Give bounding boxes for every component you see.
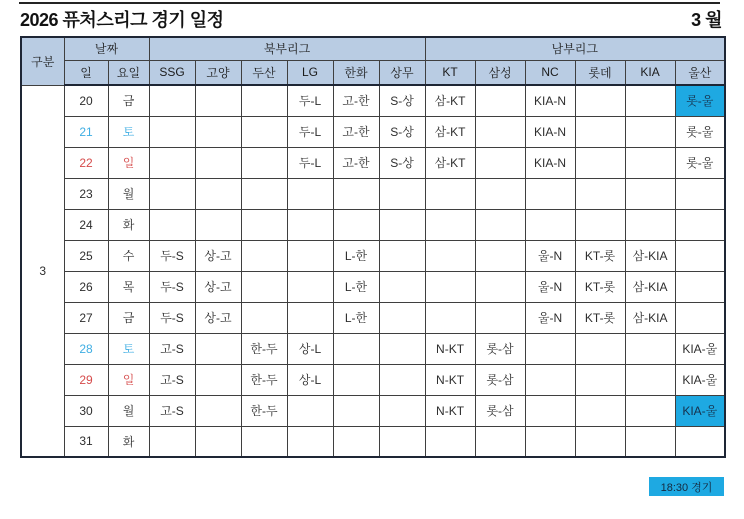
game-cell: 삼-KIA: [625, 240, 675, 271]
empty-game-cell: [575, 209, 625, 240]
empty-game-cell: [575, 178, 625, 209]
empty-game-cell: [625, 426, 675, 457]
game-cell: KIA-N: [525, 85, 575, 116]
column-header-row: [21, 60, 725, 85]
empty-game-cell: [379, 395, 425, 426]
empty-game-cell: [287, 271, 333, 302]
title-row: [0, 0, 744, 32]
empty-game-cell: [379, 302, 425, 333]
weekday-cell: 월: [108, 178, 149, 209]
column-header-goyang: 고양: [195, 60, 241, 85]
empty-game-cell: [149, 426, 195, 457]
empty-game-cell: [149, 147, 195, 178]
game-cell: KT-롯: [575, 271, 625, 302]
game-cell: 울-N: [525, 240, 575, 271]
weekday-cell: 목: [108, 271, 149, 302]
day-number-cell: 29: [64, 364, 108, 395]
empty-game-cell: [625, 209, 675, 240]
empty-game-cell: [195, 209, 241, 240]
empty-game-cell: [379, 333, 425, 364]
column-header-lg: LG: [287, 60, 333, 85]
game-cell: KT-롯: [575, 240, 625, 271]
day-number-cell: 27: [64, 302, 108, 333]
game-cell: 삼-KT: [425, 85, 475, 116]
empty-game-cell: [287, 302, 333, 333]
header-north-league: 북부리그: [149, 37, 425, 60]
table-row: [21, 116, 725, 147]
day-number-cell: 20: [64, 85, 108, 116]
empty-game-cell: [379, 271, 425, 302]
game-cell: 두-S: [149, 240, 195, 271]
empty-game-cell: [241, 116, 287, 147]
table-row: [21, 271, 725, 302]
column-header-samsung: 삼성: [475, 60, 525, 85]
empty-game-cell: [625, 116, 675, 147]
game-cell: KT-롯: [575, 302, 625, 333]
empty-game-cell: [287, 395, 333, 426]
empty-game-cell: [333, 364, 379, 395]
weekday-cell: 금: [108, 302, 149, 333]
empty-game-cell: [575, 426, 625, 457]
weekday-cell: 화: [108, 426, 149, 457]
month-group-cell: 3: [21, 85, 64, 457]
empty-game-cell: [379, 240, 425, 271]
empty-game-cell: [241, 240, 287, 271]
column-header-weekday: 요일: [108, 60, 149, 85]
month-label: 3 월: [691, 10, 722, 30]
day-number-cell: 28: [64, 333, 108, 364]
weekday-cell: 금: [108, 85, 149, 116]
empty-game-cell: [675, 240, 725, 271]
day-number-cell: 24: [64, 209, 108, 240]
empty-game-cell: [475, 147, 525, 178]
table-row: [21, 426, 725, 457]
empty-game-cell: [425, 426, 475, 457]
empty-game-cell: [425, 209, 475, 240]
game-cell: 고-한: [333, 116, 379, 147]
day-number-cell: 23: [64, 178, 108, 209]
weekday-cell: 토: [108, 116, 149, 147]
table-header: [21, 37, 725, 85]
game-cell: 롯-울: [675, 116, 725, 147]
game-cell: 롯-삼: [475, 395, 525, 426]
group-header-row: [21, 37, 725, 60]
page-title: 2026 퓨처스리그 경기 일정: [20, 10, 224, 30]
header-south-league: 남부리그: [425, 37, 725, 60]
game-cell: 한-두: [241, 333, 287, 364]
weekday-cell: 토: [108, 333, 149, 364]
weekday-cell: 화: [108, 209, 149, 240]
game-cell: 고-S: [149, 395, 195, 426]
column-header-kia: KIA: [625, 60, 675, 85]
table-row: [21, 209, 725, 240]
empty-game-cell: [575, 85, 625, 116]
empty-game-cell: [333, 209, 379, 240]
empty-game-cell: [195, 178, 241, 209]
empty-game-cell: [195, 333, 241, 364]
empty-game-cell: [195, 147, 241, 178]
empty-game-cell: [525, 178, 575, 209]
table-row: [21, 395, 725, 426]
empty-game-cell: [425, 240, 475, 271]
empty-game-cell: [625, 85, 675, 116]
game-cell: 상-고: [195, 240, 241, 271]
column-header-day: 일: [64, 60, 108, 85]
table-row: [21, 240, 725, 271]
game-cell: 고-S: [149, 333, 195, 364]
empty-game-cell: [625, 178, 675, 209]
game-cell: 한-두: [241, 395, 287, 426]
empty-game-cell: [333, 426, 379, 457]
game-cell: N-KT: [425, 364, 475, 395]
day-number-cell: 22: [64, 147, 108, 178]
empty-game-cell: [475, 178, 525, 209]
game-cell: S-상: [379, 85, 425, 116]
empty-game-cell: [149, 209, 195, 240]
empty-game-cell: [195, 85, 241, 116]
empty-game-cell: [675, 302, 725, 333]
empty-game-cell: [379, 209, 425, 240]
weekday-cell: 일: [108, 147, 149, 178]
empty-game-cell: [149, 116, 195, 147]
empty-game-cell: [475, 426, 525, 457]
day-number-cell: 25: [64, 240, 108, 271]
empty-game-cell: [525, 395, 575, 426]
empty-game-cell: [379, 364, 425, 395]
empty-game-cell: [241, 147, 287, 178]
game-cell: L-한: [333, 271, 379, 302]
empty-game-cell: [525, 426, 575, 457]
game-cell: 상-L: [287, 364, 333, 395]
empty-game-cell: [195, 426, 241, 457]
empty-game-cell: [575, 364, 625, 395]
table-row: [21, 85, 725, 116]
top-rule: [19, 2, 720, 4]
empty-game-cell: [625, 364, 675, 395]
empty-game-cell: [287, 240, 333, 271]
header-gubun: 구분: [21, 37, 64, 85]
empty-game-cell: [149, 85, 195, 116]
game-cell: KIA-N: [525, 147, 575, 178]
game-cell: 울-N: [525, 271, 575, 302]
game-cell: 고-한: [333, 85, 379, 116]
empty-game-cell: [425, 271, 475, 302]
empty-game-cell: [241, 209, 287, 240]
empty-game-cell: [675, 178, 725, 209]
empty-game-cell: [241, 302, 287, 333]
empty-game-cell: [241, 85, 287, 116]
game-cell: 롯-삼: [475, 333, 525, 364]
empty-game-cell: [149, 178, 195, 209]
column-header-ulsan: 울산: [675, 60, 725, 85]
game-cell: KIA-울: [675, 364, 725, 395]
game-cell: N-KT: [425, 333, 475, 364]
game-cell: 상-고: [195, 302, 241, 333]
table-row: [21, 178, 725, 209]
empty-game-cell: [525, 209, 575, 240]
empty-game-cell: [475, 116, 525, 147]
game-cell: 삼-KT: [425, 147, 475, 178]
column-header-nc: NC: [525, 60, 575, 85]
empty-game-cell: [241, 271, 287, 302]
empty-game-cell: [525, 333, 575, 364]
game-cell: L-한: [333, 240, 379, 271]
game-cell: 울-N: [525, 302, 575, 333]
game-cell: 두-S: [149, 302, 195, 333]
empty-game-cell: [625, 333, 675, 364]
game-cell: L-한: [333, 302, 379, 333]
column-header-lotte: 롯데: [575, 60, 625, 85]
game-cell: 삼-KIA: [625, 302, 675, 333]
empty-game-cell: [575, 116, 625, 147]
day-number-cell: 30: [64, 395, 108, 426]
empty-game-cell: [333, 178, 379, 209]
empty-game-cell: [425, 178, 475, 209]
game-cell: N-KT: [425, 395, 475, 426]
weekday-cell: 월: [108, 395, 149, 426]
day-number-cell: 21: [64, 116, 108, 147]
empty-game-cell: [241, 426, 287, 457]
empty-game-cell: [475, 85, 525, 116]
game-cell: 두-L: [287, 116, 333, 147]
empty-game-cell: [675, 271, 725, 302]
game-cell: KIA-울: [675, 333, 725, 364]
empty-game-cell: [575, 333, 625, 364]
empty-game-cell: [195, 364, 241, 395]
game-cell: 상-L: [287, 333, 333, 364]
empty-game-cell: [675, 209, 725, 240]
schedule-table: [20, 36, 726, 458]
game-cell: KIA-울: [675, 395, 725, 426]
game-cell: 롯-울: [675, 85, 725, 116]
empty-game-cell: [241, 178, 287, 209]
empty-game-cell: [379, 178, 425, 209]
game-cell: 상-고: [195, 271, 241, 302]
empty-game-cell: [575, 147, 625, 178]
table-row: [21, 302, 725, 333]
empty-game-cell: [379, 426, 425, 457]
table-row: [21, 364, 725, 395]
empty-game-cell: [195, 395, 241, 426]
table-row: [21, 333, 725, 364]
game-cell: 고-S: [149, 364, 195, 395]
column-header-doosan: 두산: [241, 60, 287, 85]
empty-game-cell: [287, 178, 333, 209]
game-cell: S-상: [379, 147, 425, 178]
game-cell: S-상: [379, 116, 425, 147]
game-cell: 두-S: [149, 271, 195, 302]
game-cell: 두-L: [287, 147, 333, 178]
empty-game-cell: [195, 116, 241, 147]
empty-game-cell: [425, 302, 475, 333]
empty-game-cell: [475, 240, 525, 271]
legend-badge: 18:30 경기: [649, 477, 724, 496]
column-header-sangmu: 상무: [379, 60, 425, 85]
weekday-cell: 일: [108, 364, 149, 395]
day-number-cell: 26: [64, 271, 108, 302]
empty-game-cell: [675, 426, 725, 457]
empty-game-cell: [333, 333, 379, 364]
empty-game-cell: [475, 302, 525, 333]
game-cell: 삼-KT: [425, 116, 475, 147]
weekday-cell: 수: [108, 240, 149, 271]
column-header-kt: KT: [425, 60, 475, 85]
game-cell: 고-한: [333, 147, 379, 178]
header-date: 날짜: [64, 37, 149, 60]
empty-game-cell: [475, 271, 525, 302]
game-cell: 롯-삼: [475, 364, 525, 395]
empty-game-cell: [525, 364, 575, 395]
empty-game-cell: [287, 426, 333, 457]
empty-game-cell: [625, 147, 675, 178]
game-cell: 롯-울: [675, 147, 725, 178]
game-cell: 한-두: [241, 364, 287, 395]
empty-game-cell: [575, 395, 625, 426]
empty-game-cell: [287, 209, 333, 240]
column-header-ssg: SSG: [149, 60, 195, 85]
game-cell: KIA-N: [525, 116, 575, 147]
schedule-table-body: [21, 85, 725, 457]
empty-game-cell: [625, 395, 675, 426]
column-header-hanwha: 한화: [333, 60, 379, 85]
empty-game-cell: [475, 209, 525, 240]
table-row: [21, 147, 725, 178]
day-number-cell: 31: [64, 426, 108, 457]
empty-game-cell: [333, 395, 379, 426]
game-cell: 삼-KIA: [625, 271, 675, 302]
game-cell: 두-L: [287, 85, 333, 116]
